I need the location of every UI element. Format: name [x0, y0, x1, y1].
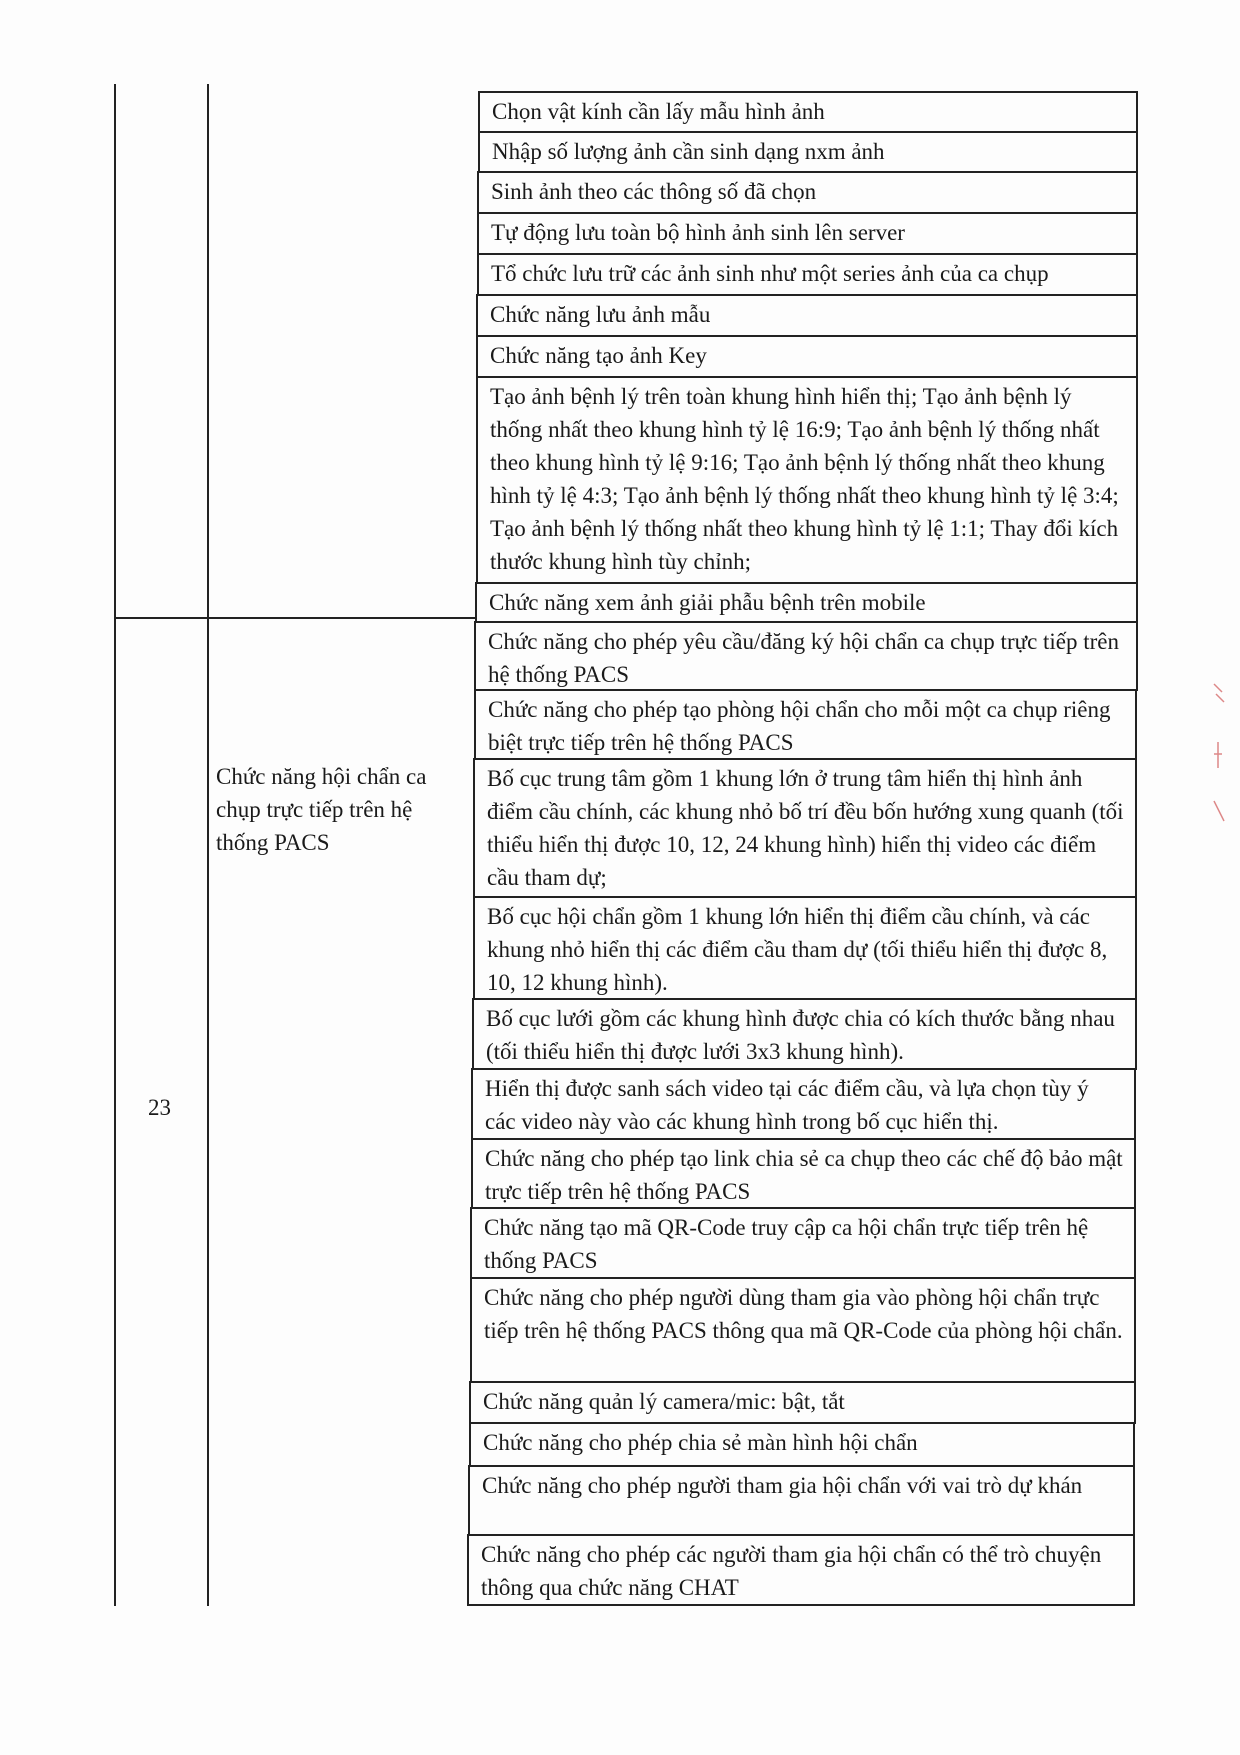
item-text: Chức năng tạo mã QR-Code truy cập ca hội chẩn trực tiếp trên hệ thống PACS	[484, 1215, 1089, 1273]
scan-mark	[1210, 680, 1230, 710]
item-text: Chức năng cho phép chia sẻ màn hình hội chẩn	[483, 1430, 918, 1455]
item-text: Chức năng cho phép người tham gia hội chẩn với vai trò dự khán	[482, 1473, 1083, 1498]
list-item	[468, 1465, 1135, 1536]
function-name: Chức năng hội chẩn ca chụp trực tiếp trên hệ thống PACS	[216, 764, 427, 855]
row-number: 23	[148, 1095, 171, 1120]
scan-mark	[1210, 795, 1230, 825]
list-item	[478, 131, 1138, 173]
item-text: Chức năng cho phép người dùng tham gia vào phòng hội chẩn trực tiếp trên hệ thống PACS thông qua mã QR-Code của phòng hội chẩn.	[484, 1285, 1123, 1343]
item-text: Tự động lưu toàn bộ hình ảnh sinh lên server	[491, 220, 905, 245]
item-text: Chức năng cho phép tạo link chia sẻ ca chụp theo các chế độ bảo mật trực tiếp trên hệ thống PACS	[485, 1146, 1123, 1204]
table-left-border	[114, 84, 116, 1606]
list-item	[478, 91, 1138, 133]
list-item	[476, 376, 1138, 584]
list-item	[470, 1207, 1136, 1279]
item-text: Chọn vật kính cần lấy mẫu hình ảnh	[492, 99, 825, 124]
list-item	[473, 896, 1137, 1000]
list-item	[474, 621, 1138, 691]
scan-mark	[1210, 740, 1230, 770]
table-column-divider	[207, 84, 209, 1606]
list-item	[477, 171, 1138, 214]
item-text: Nhập số lượng ảnh cần sinh dạng nxm ảnh	[492, 139, 885, 164]
list-item	[469, 1422, 1135, 1467]
list-item	[476, 294, 1138, 337]
item-text: Tạo ảnh bệnh lý trên toàn khung hình hiển thị; Tạo ảnh bệnh lý thống nhất theo khung hình tỷ lệ 16:9; Tạo ảnh bệnh lý thống nhất theo khung hình tỷ lệ 9:16; Tạo ảnh bệnh lý thống nhất theo khung hình tỷ lệ 4:3; Tạo ảnh bệnh lý thống nhất theo khung hình tỷ lệ 3:4; Tạo ảnh bệnh lý thống nhất theo khung hình tỷ lệ 1:1; Thay đổi kích thước khung hình tùy chỉnh;	[490, 384, 1119, 574]
list-item	[476, 335, 1138, 378]
list-item	[472, 998, 1137, 1070]
item-text: Chức năng lưu ảnh mẫu	[490, 302, 711, 327]
list-item	[467, 1534, 1135, 1606]
item-text: Sinh ảnh theo các thông số đã chọn	[491, 179, 817, 204]
list-item	[471, 1068, 1136, 1140]
item-text: Bố cục hội chẩn gồm 1 khung lớn hiển thị điểm cầu chính, và các khung nhỏ hiển thị các điểm cầu tham dự (tối thiểu hiển thị được 8, 10, 12 khung hình).	[487, 904, 1108, 995]
item-text: Chức năng cho phép tạo phòng hội chẩn cho mỗi một ca chụp riêng biệt trực tiếp trên hệ thống PACS	[488, 697, 1111, 755]
list-item	[473, 758, 1137, 898]
list-item	[474, 689, 1137, 760]
item-text: Bố cục lưới gồm các khung hình được chia có kích thước bằng nhau (tối thiểu hiển thị được lưới 3x3 khung hình).	[486, 1006, 1115, 1064]
list-item	[477, 212, 1138, 255]
item-text: Chức năng quản lý camera/mic: bật, tắt	[483, 1389, 845, 1414]
list-item	[477, 253, 1138, 296]
row-divider	[114, 617, 478, 619]
item-text: Tổ chức lưu trữ các ảnh sinh như một series ảnh của ca chụp	[491, 261, 1049, 286]
item-text: Hiển thị được sanh sách video tại các điểm cầu, và lựa chọn tùy ý các video này vào các khung hình trong bố cục hiển thị.	[485, 1076, 1089, 1134]
list-item	[469, 1381, 1136, 1424]
item-text: Chức năng cho phép các người tham gia hội chẩn có thể trò chuyện thông qua chức năng CHAT	[481, 1542, 1102, 1600]
list-item	[475, 582, 1138, 623]
item-text: Bố cục trung tâm gồm 1 khung lớn ở trung tâm hiển thị hình ảnh điểm cầu chính, các khung nhỏ bố trí đều bốn hướng xung quanh (tối thiểu hiển thị được 10, 12, 24 khung hình) hiển thị video các điểm cầu tham dự;	[487, 766, 1124, 890]
item-text: Chức năng xem ảnh giải phẫu bệnh trên mobile	[489, 590, 926, 615]
item-text: Chức năng cho phép yêu cầu/đăng ký hội chẩn ca chụp trực tiếp trên hệ thống PACS	[488, 629, 1120, 687]
list-item	[471, 1138, 1136, 1209]
item-text: Chức năng tạo ảnh Key	[490, 343, 707, 368]
list-item	[470, 1277, 1136, 1383]
